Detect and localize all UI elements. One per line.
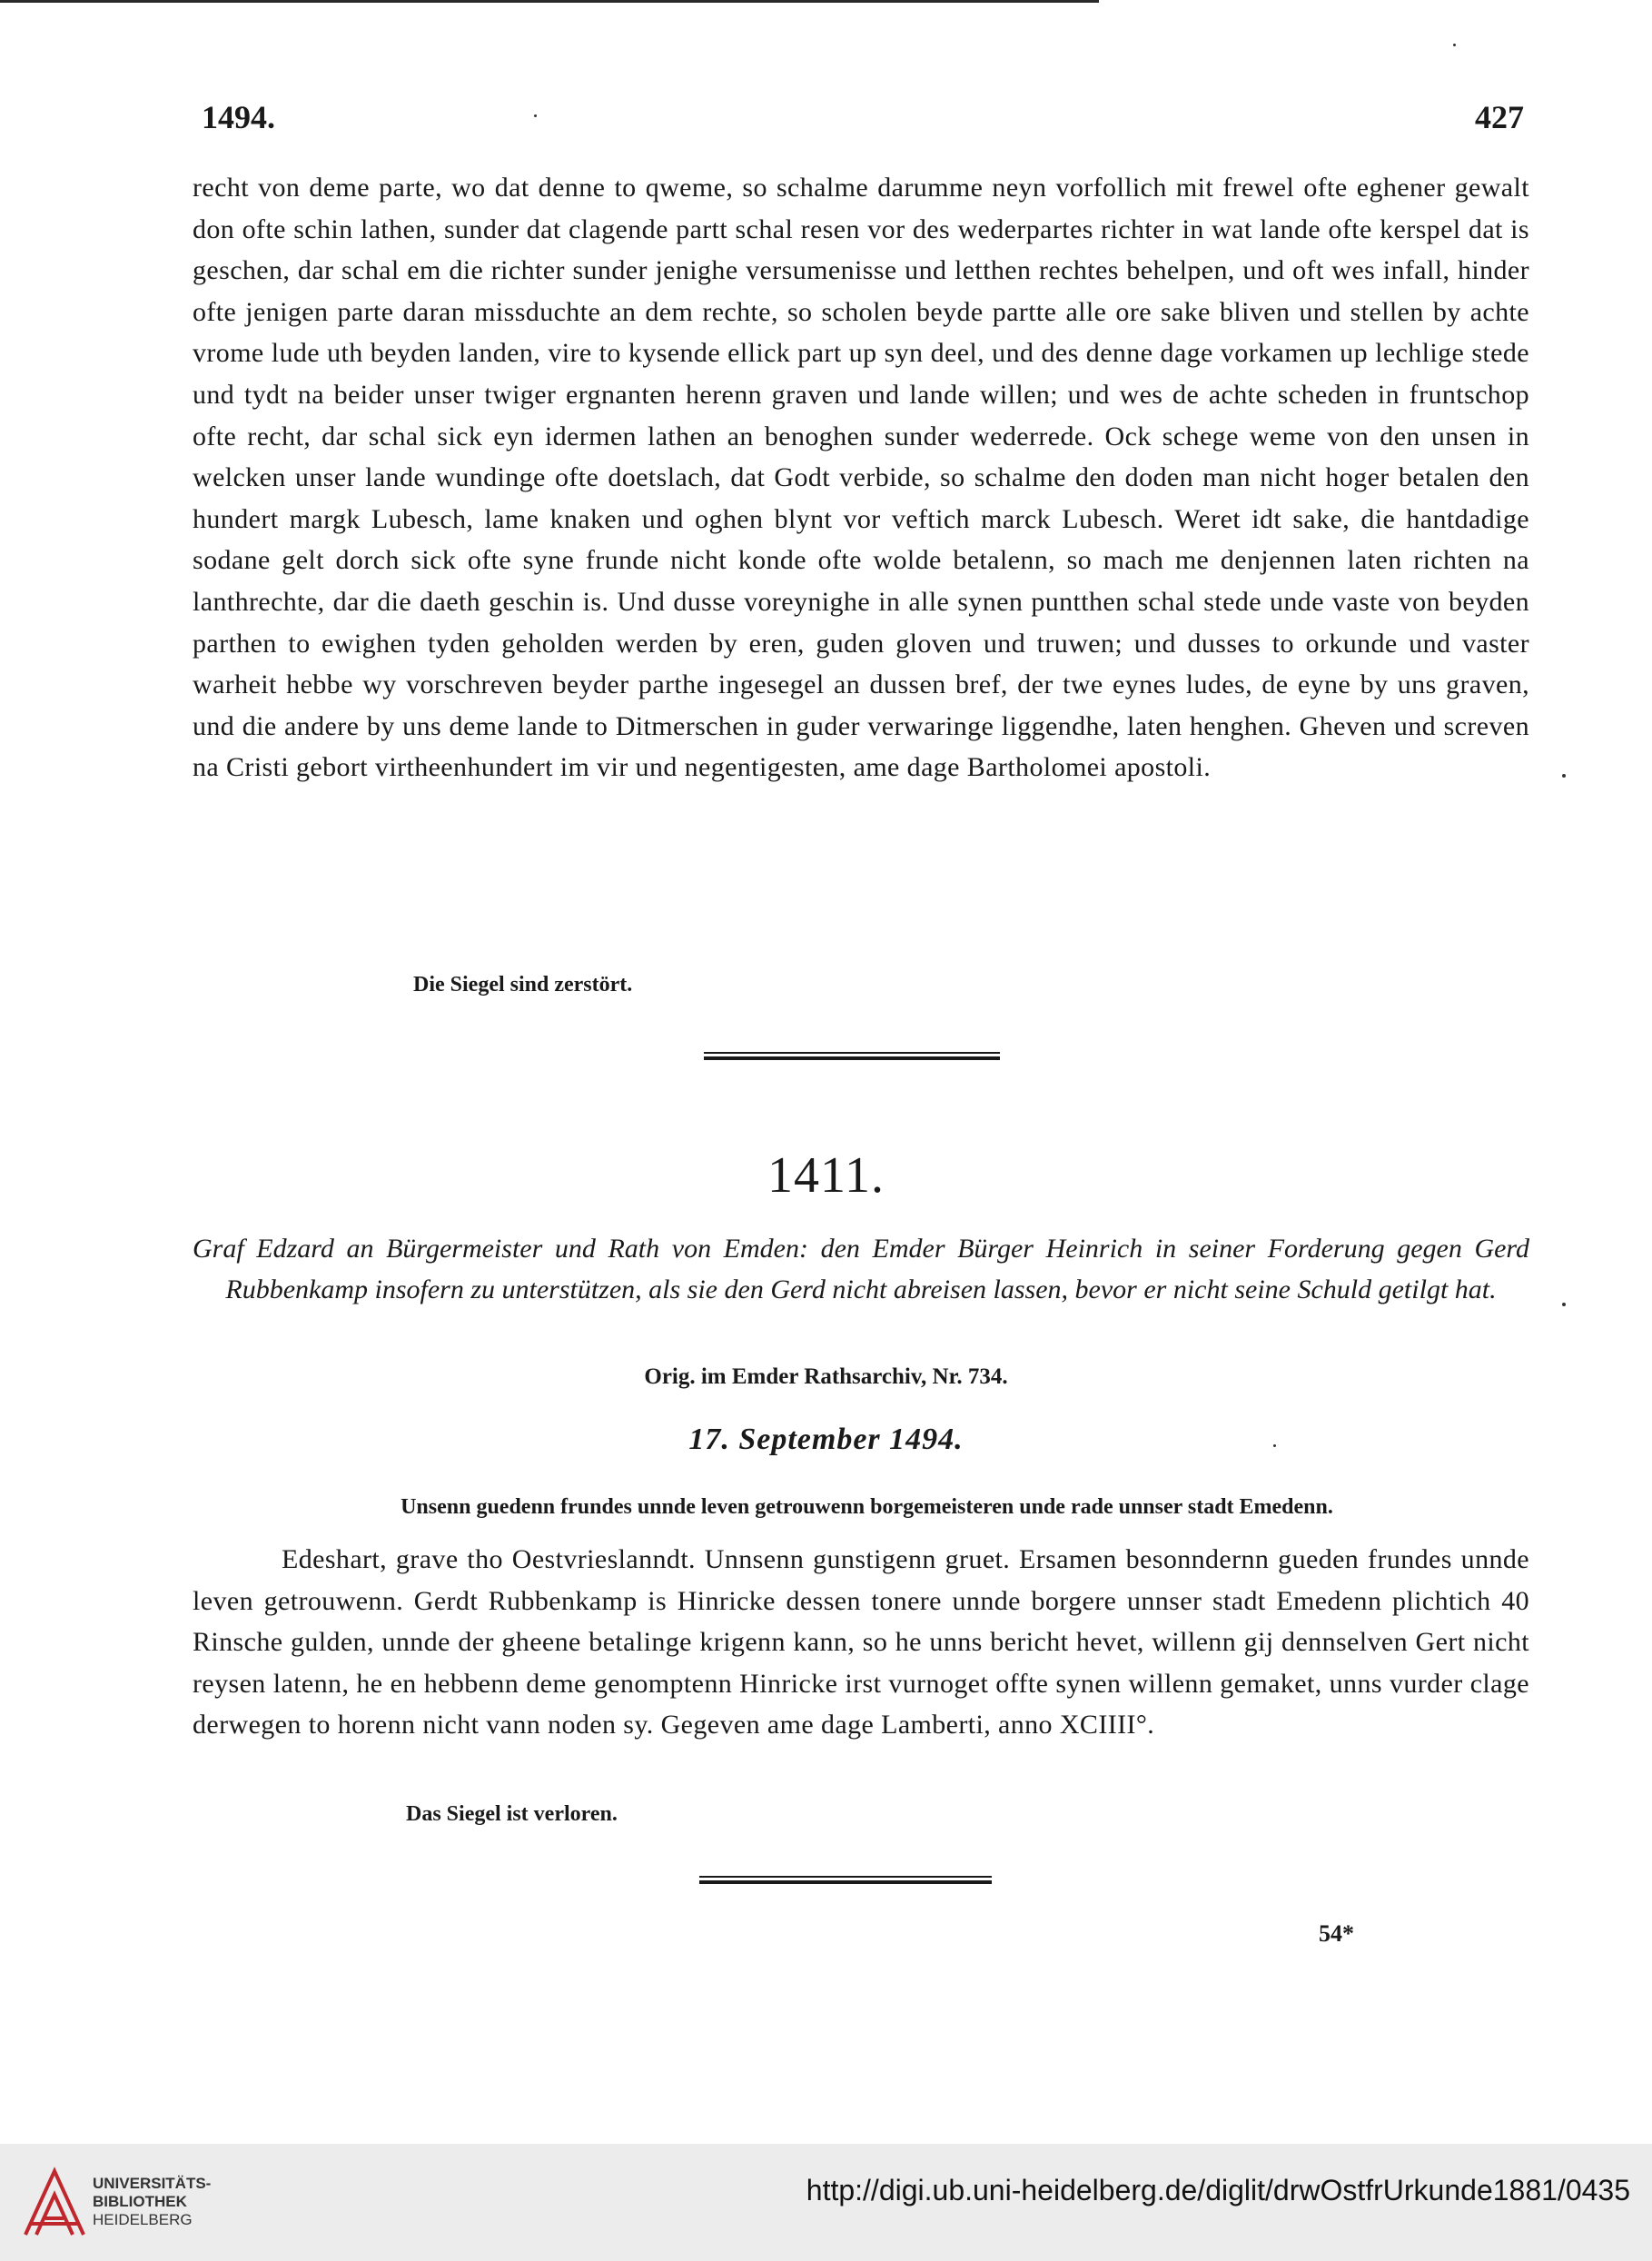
document-1-seal-note: Die Siegel sind zerstört. xyxy=(413,973,633,997)
document-1-continuation-text: recht von deme parte, wo dat denne to qweme, so schalme darumme neyn vorfollich mit frewel ofte eghener gewalt don ofte schin lathen, sunder dat clagende partt schal resen vor des wederpartes richter in wat lande ofte kerspel dat is geschen, dar schal em die richter sunder jenighe versumenisse und letthen rechtes behelpen, und oft wes infall, hinder ofte jenigen parte daran missduchte an dem rechte, so scholen beyde partte alle ore sake bliven und stellen by achte vrome lude uth beyden landen, vire to kysende ellick part up syn deel, und des denne dage vorkamen up lechlige stede und tydt na beider unser twiger ergnanten herenn graven und lande willen; und wes de achte scheden in fruntschop ofte recht, dar schal sick eyn idermen lathen an benoghen sunder wederrede. Ock schege weme von den unsen in welcken unser lande wundinge ofte doetslach, dat Godt verbide, so schalme den doden man nicht hoger betalen den hundert margk Lubesch, lame knaken und oghen blynt vor veftich marck Lubesch. Weret idt sake, die hantdadige sodane gelt dorch sick ofte syne frunde nicht konde ofte wolde betalenn, so mach me denjennen laten richten na lanthrechte, dar die daeth geschin is. Und dusse voreynighe in alle synen puntthen schal stede unde vaste von beyden parthen to ewighen tyden geholden werden by eren, guden gloven und truwen; und dusses to orkunde und vaster warheit hebbe wy vorschreven beyder parthe ingesegel an dussen bref, der twe eynes ludes, de eyne by uns graven, und die andere by uns deme lande to Ditmerschen in guder verwaringe liggendhe, laten henghen. Gheven und screven na Cristi gebort virtheenhundert im vir und negentigesten, ame dage Bartholomei apostoli. xyxy=(193,173,1529,783)
header-year: 1494. xyxy=(202,99,275,135)
section-divider xyxy=(704,1052,1000,1060)
document-2-text: Edeshart, grave tho Oestvrieslanndt. Unnsenn gunstigenn gruet. Ersamen besonndernn gueden frundes unnde leven getrouwenn. Gerdt Rubbenkamp is Hinricke dessen tonere unnde borgere unnser stadt Emedenn plichtich 40 Rinsche gulden, unnde der gheene betalinge krigenn kann, so he unns bericht hevet, willenn gij dennselven Gert nicht reysen latenn, he en hebbenn deme genomptenn Hinricke irst vurnoget offte synen willenn gemaket, unns vurder clage derwegen to horenn nicht vann noden sy. Gegeven ame dage Lamberti, anno XCIIII°. xyxy=(193,1544,1529,1740)
end-divider xyxy=(699,1876,992,1884)
library-name-line-3: HEIDELBERG xyxy=(93,2211,193,2228)
scan-speck xyxy=(1562,774,1566,778)
library-name-line-2: BIBLIOTHEK xyxy=(93,2193,187,2210)
library-name-line-1: UNIVERSITÄTS- xyxy=(93,2175,212,2192)
running-header xyxy=(202,98,1524,134)
document-2-seal-note: Das Siegel ist verloren. xyxy=(406,1802,618,1826)
document-regest: Graf Edzard an Bürgermeister und Rath von Emden: den Emder Bürger Heinrich in seiner Forderung gegen Gerd Rubbenkamp insofern zu unterstützen, als sie den Gerd nicht abreisen lassen, bevor er nicht seine Schuld getilgt hat. xyxy=(193,1234,1529,1304)
document-source: Orig. im Emder Rathsarchiv, Nr. 734. xyxy=(644,1364,1008,1389)
library-name xyxy=(93,2175,211,2229)
printer-signature-mark: 54* xyxy=(1319,1920,1354,1947)
scan-speck xyxy=(1273,1444,1276,1447)
permalink-url[interactable]: http://digi.ub.uni-heidelberg.de/diglit/drwOstfrUrkunde1881/0435 xyxy=(806,2174,1630,2206)
library-logo-icon xyxy=(18,2164,91,2242)
scan-speck xyxy=(1453,44,1456,46)
scan-speck xyxy=(1562,1303,1566,1306)
scan-edge-line xyxy=(0,0,1099,3)
scan-speck xyxy=(534,114,537,117)
document-number: 1411. xyxy=(767,1147,885,1204)
document-date: 17. September 1494. xyxy=(688,1423,964,1456)
document-address: Unsenn guedenn frundes unnde leven getrouwenn borgemeisteren unde rade unnser stadt Emedenn. xyxy=(401,1495,1333,1519)
page-number: 427 xyxy=(1475,99,1524,135)
